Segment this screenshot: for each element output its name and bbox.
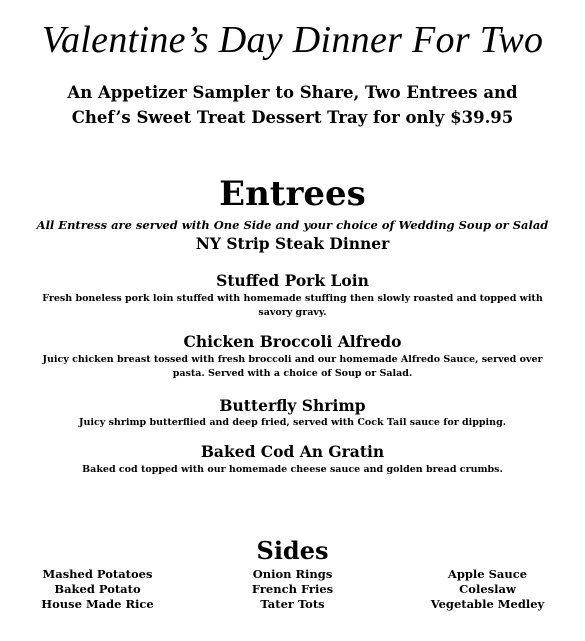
side-item: Onion Rings (252, 567, 333, 581)
side-item: Baked Potato (54, 582, 141, 596)
entree-name: NY Strip Steak Dinner (195, 234, 390, 253)
entree-name: Baked Cod An Gratin (200, 442, 385, 461)
sides-column (195, 567, 390, 612)
side-item: Vegetable Medley (430, 597, 545, 611)
entrees-note: All Entress are served with One Side and your choice of Wedding Soup or Salad (36, 218, 549, 232)
intro-line: An Appetizer Sampler to Share, Two Entrees and (67, 83, 518, 102)
entree-description: Baked cod topped with our homemade cheese sauce and golden bread crumbs. (82, 464, 503, 475)
entree-description: Fresh boneless pork loin stuffed with homemade stuffing then slowly roasted and topped with savory gravy. (42, 293, 543, 318)
entrees-heading: Entrees (219, 174, 366, 214)
entree-name: Stuffed Pork Loin (216, 271, 369, 290)
side-item: House Made Rice (41, 597, 154, 611)
sides-heading: Sides (256, 536, 329, 565)
side-item: Mashed Potatoes (42, 567, 153, 581)
side-item: Apple Sauce (447, 567, 528, 581)
page-title: Valentine’s Day Dinner For Two (41, 19, 544, 61)
side-item: Tater Tots (260, 597, 325, 611)
entree-name: Chicken Broccoli Alfredo (183, 332, 402, 351)
intro-line: Chef’s Sweet Treat Dessert Tray for only $39.95 (71, 108, 514, 127)
intro-offer (0, 80, 585, 130)
sides-column (0, 567, 195, 612)
entree-description: Juicy shrimp butterflied and deep fried, served with Cock Tail sauce for dipping. (78, 417, 507, 428)
side-item: Coleslaw (459, 582, 516, 596)
side-item: French Fries (251, 582, 334, 596)
entree-name: Butterfly Shrimp (219, 396, 366, 415)
entree-description: Juicy chicken breast tossed with fresh broccoli and our homemade Alfredo Sauce, served over pasta. Served with a choice of Soup or Salad. (42, 354, 543, 379)
sides-column (390, 567, 585, 612)
